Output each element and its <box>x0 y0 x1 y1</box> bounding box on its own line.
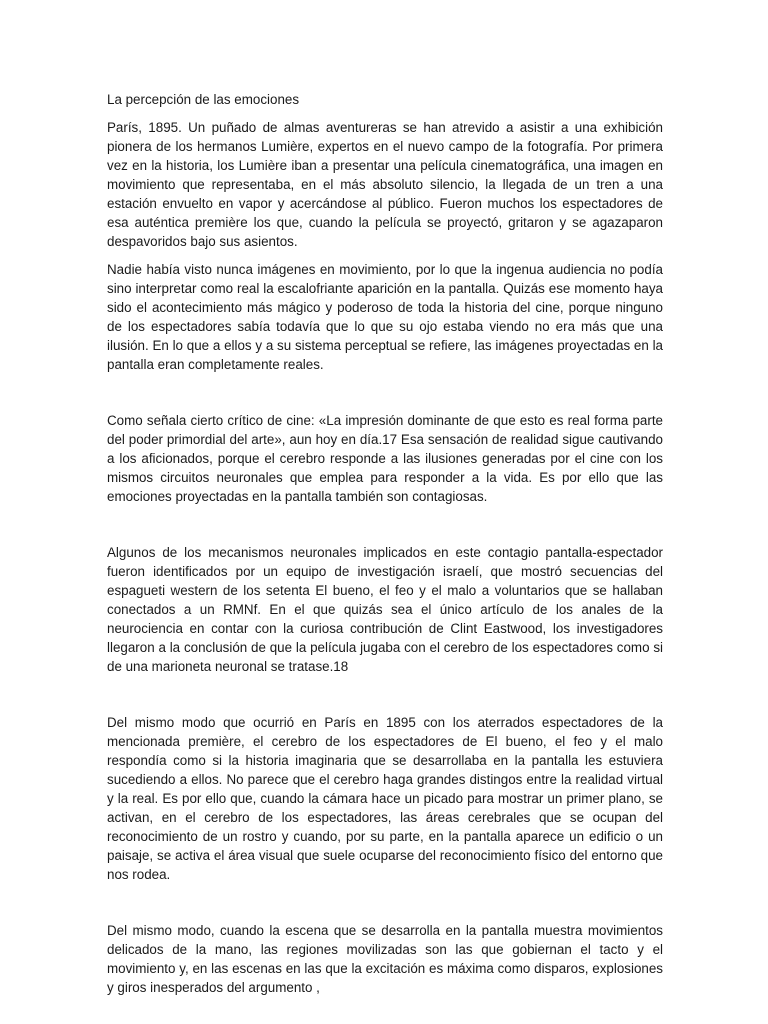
document-title: La percepción de las emociones <box>107 92 300 107</box>
paragraph-5: Del mismo modo que ocurrió en París en 1895 con los aterrados espectadores de la mencionada première, el cerebro de los espectadores de El bueno, el feo y el malo respondía como si la historia imaginaria que se desarrollaba en la pantalla les estuviera sucediendo a ellos. No parece que el cerebro haga grandes distingos entre la realidad virtual y la real. Es por ello que, cuando la cámara hace un picado para mostrar un primer plano, se activan, en el cerebro de los espectadores, las áreas cerebrales que se ocupan del reconocimiento de un rostro y cuando, por su parte, en la pantalla aparece un edificio o un paisaje, se activa el área visual que suele ocuparse del reconocimiento físico del entorno que nos rodea. <box>107 715 663 882</box>
paragraph-6: Del mismo modo, cuando la escena que se desarrolla en la pantalla muestra movimientos delicados de la mano, las regiones movilizadas son las que gobiernan el tacto y el movimiento y, en las escenas en las que la excitación es máxima como disparos, explosiones y giros inesperados del argumento , <box>107 923 663 995</box>
paragraph-1: París, 1895. Un puñado de almas aventureras se han atrevido a asistir a una exhibición pionera de los hermanos Lumière, expertos en el nuevo campo de la fotografía. Por primera vez en la historia, los Lumière iban a presentar una película cinematográfica, una imagen en movimiento que representaba, en el más absoluto silencio, la llegada de un tren a una estación envuelto en vapor y acercándose al público. Fueron muchos los espectadores de esa auténtica première los que, cuando la película se proyectó, gritaron y se agazaparon despavoridos bajo sus asientos. <box>107 120 663 249</box>
paragraph-2: Nadie había visto nunca imágenes en movimiento, por lo que la ingenua audiencia no podía sino interpretar como real la escalofriante aparición en la pantalla. Quizás ese momento haya sido el acontecimiento más mágico y poderoso de toda la historia del cine, porque ninguno de los espectadores sabía todavía que lo que su ojo estaba viendo no era más que una ilusión. En lo que a ellos y a su sistema perceptual se refiere, las imágenes proyectadas en la pantalla eran completamente reales. <box>107 262 663 372</box>
paragraph-4: Algunos de los mecanismos neuronales implicados en este contagio pantalla-espectador fueron identificados por un equipo de investigación israelí, que mostró secuencias del espagueti western de los setenta El bueno, el feo y el malo a voluntarios que se hallaban conectados a un RMNf. En el que quizás sea el único artículo de los anales de la neurociencia en contar con la curiosa contribución de Clint Eastwood, los investigadores llegaron a la conclusión de que la película jugaba con el cerebro de los espectadores como si de una marioneta neuronal se tratase.18 <box>107 545 663 674</box>
paragraph-3: Como señala cierto crítico de cine: «La impresión dominante de que esto es real forma parte del poder primordial del arte», aun hoy en día.17 Esa sensación de realidad sigue cautivando a los aficionados, porque el cerebro responde a las ilusiones generadas por el cine con los mismos circuitos neuronales que emplea para responder a la vida. Es por ello que las emociones proyectadas en la pantalla también son contagiosas. <box>107 413 663 504</box>
document-page <box>107 90 663 997</box>
